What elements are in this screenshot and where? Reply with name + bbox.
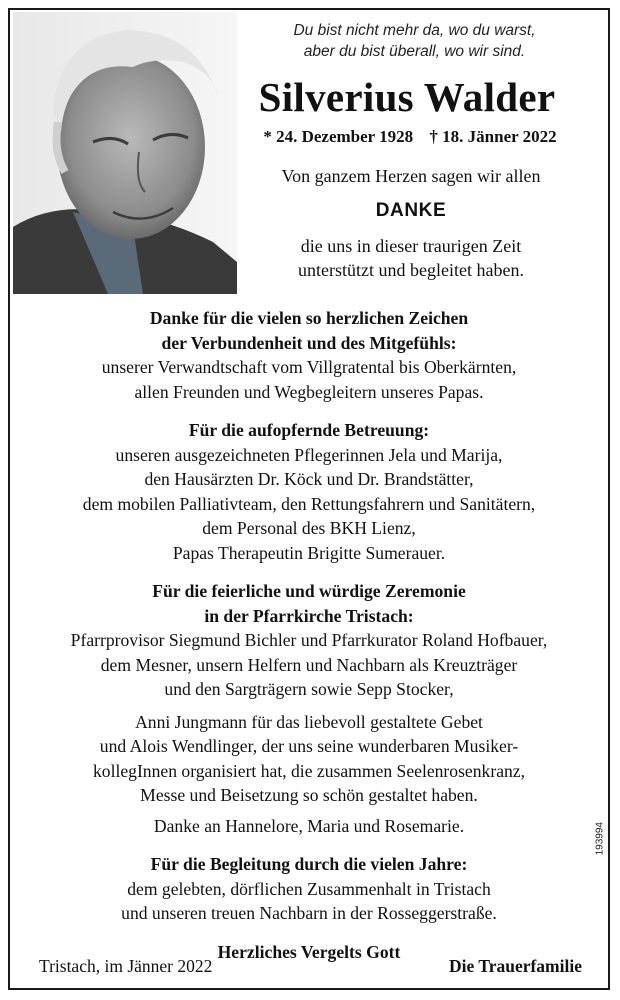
- closing-line: Herzliches Vergelts Gott: [217, 941, 401, 962]
- quote-line: Du bist nicht mehr da, wo du warst,: [293, 22, 536, 39]
- memorial-quote: [242, 20, 587, 62]
- thanks-lines: [242, 234, 580, 282]
- section-line: unserer Verwandtschaft vom Villgratental bis Oberkärnten,: [101, 357, 517, 377]
- obituary-card: [8, 8, 610, 990]
- danke-heading: DANKE: [375, 200, 447, 221]
- section-line: Anni Jungmann für das liebevoll gestaltete Gebet: [135, 711, 483, 732]
- quote-line: aber du bist überall, wo wir sind.: [303, 43, 526, 60]
- section-line: kollegInnen organisiert hat, die zusammen Seelenrosenkranz,: [92, 760, 526, 781]
- section-zeremonie: [10, 579, 608, 838]
- section-heading: Für die Begleitung durch die vielen Jahre:: [150, 854, 468, 874]
- section-heading: Für die aufopfernde Betreuung:: [188, 420, 430, 440]
- section-heading: Danke für die vielen so herzlichen Zeichen: [149, 308, 469, 328]
- place-date: Tristach, im Jänner 2022: [39, 956, 213, 976]
- section-line: Pfarrprovisor Siegmund Bichler und Pfarrkurator Roland Hofbauer,: [70, 630, 548, 650]
- acknowledgements: [10, 306, 608, 982]
- family-signature: Die Trauerfamilie: [449, 956, 582, 976]
- section-line: dem Personal des BKH Lienz,: [202, 518, 416, 538]
- intro-text: Von ganzem Herzen sagen wir allen: [281, 166, 541, 186]
- section-line: und unseren treuen Nachbarn in der Rosseggerstraße.: [121, 903, 497, 923]
- life-dates: [238, 127, 582, 147]
- section-line: dem mobilen Palliativteam, den Rettungsfahrern und Sanitätern,: [82, 493, 536, 514]
- section-begleitung: [10, 852, 608, 926]
- section-heading: in der Pfarrkirche Tristach:: [204, 605, 414, 626]
- section-line: allen Freunden und Wegbegleitern unseres Papas.: [134, 381, 484, 402]
- section-line: Messe und Beisetzung so schön gestaltet haben.: [140, 785, 478, 805]
- section-heading: der Verbundenheit und des Mitgefühls:: [161, 332, 457, 353]
- section-line: Danke an Hannelore, Maria und Rosemarie.: [153, 815, 465, 836]
- portrait-photo: [13, 12, 237, 294]
- section-line: dem gelebten, dörflichen Zusammenhalt in Tristach: [127, 878, 491, 899]
- section-line: dem Mesner, unsern Helfern und Nachbarn als Kreuzträger: [100, 654, 518, 675]
- birth-date: * 24. Dezember 1928: [263, 127, 414, 146]
- section-heading: Für die feierliche und würdige Zeremonie: [152, 581, 466, 601]
- section-line: und Alois Wendlinger, der uns seine wunderbaren Musiker-: [99, 736, 519, 756]
- reference-number: 193994: [594, 822, 605, 856]
- thanks-line: unterstützt und begleitet haben.: [298, 260, 524, 280]
- section-verbundenheit: [10, 306, 608, 404]
- thanks-line: die uns in dieser traurigen Zeit: [300, 236, 522, 256]
- section-line: unseren ausgezeichneten Pflegerinnen Jela und Marija,: [115, 444, 503, 465]
- section-betreuung: [10, 418, 608, 565]
- section-line: und den Sargträgern sowie Sepp Stocker,: [164, 679, 454, 699]
- section-line: Papas Therapeutin Brigitte Sumerauer.: [172, 542, 446, 563]
- deceased-name: Silverius Walder: [258, 74, 556, 120]
- section-line: den Hausärzten Dr. Köck und Dr. Brandstätter,: [144, 469, 474, 489]
- death-date: † 18. Jänner 2022: [429, 127, 557, 146]
